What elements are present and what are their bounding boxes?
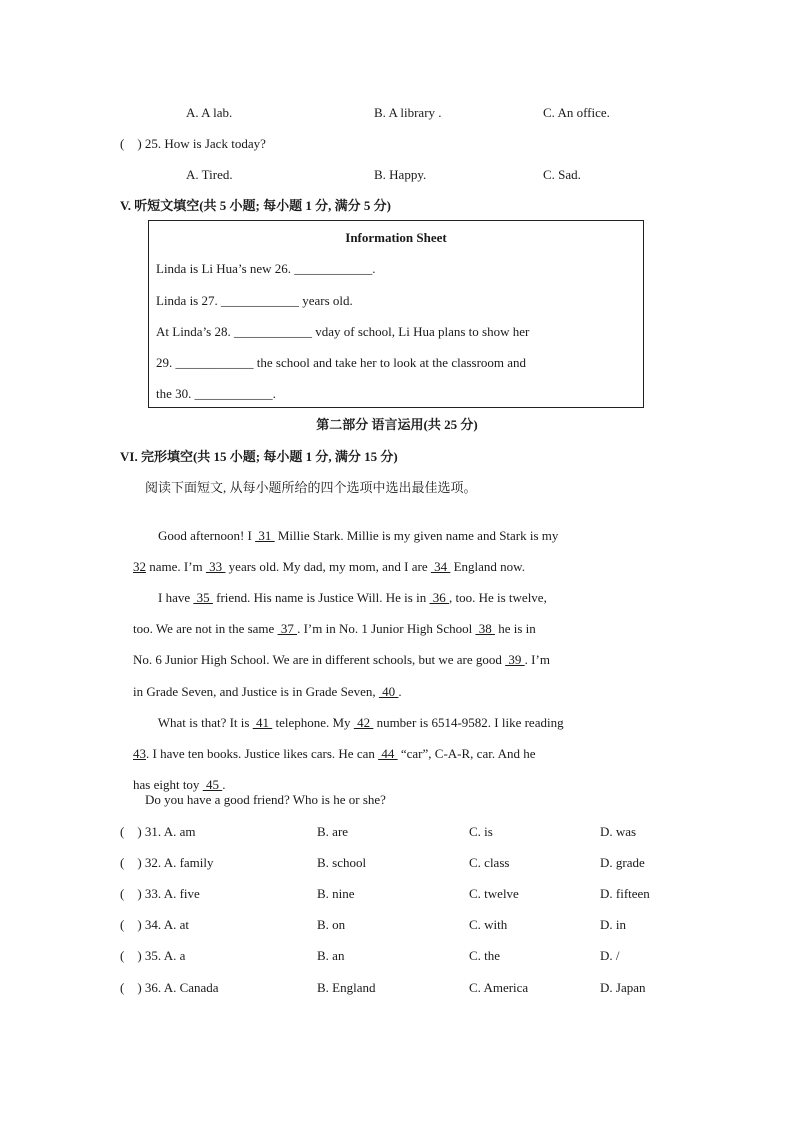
passage-line: in Grade Seven, and Justice is in Grade Seven, 40 .: [133, 684, 402, 699]
passage-line: 32 name. I’m 33 years old. My dad, my mom, and I are 34 England now.: [133, 559, 525, 574]
blank-31: 31: [255, 528, 275, 543]
option-35-b: B. an: [317, 948, 345, 963]
info-line-28: At Linda’s 28. ____________ vday of school, Li Hua plans to show her: [156, 324, 530, 339]
passage-line: What is that? It is 41 telephone. My 42 number is 6514-9582. I like reading: [157, 715, 564, 730]
info-line-26: Linda is Li Hua’s new 26. ____________.: [156, 261, 376, 276]
passage-line: 43. I have ten books. Justice likes cars. He can 44 “car”, C-A-R, car. And he: [133, 746, 536, 761]
option-35-c: C. the: [469, 948, 501, 963]
option-33-b: B. nine: [317, 886, 355, 901]
blank-33: 33: [205, 559, 226, 574]
option-32-c: C. class: [469, 855, 510, 870]
option-34-c: C. with: [469, 917, 508, 932]
blank-32: 32: [133, 559, 146, 574]
option-36-d: D. Japan: [600, 980, 646, 995]
passage-line: I have 35 friend. His name is Justice Will. He is in 36 , too. He is twelve,: [158, 590, 547, 605]
section-5-title: V. 听短文填空(共 5 小题; 每小题 1 分, 满分 5 分): [120, 198, 391, 213]
blank-44: 44: [378, 746, 398, 761]
option-31-c: C. is: [469, 824, 493, 839]
option-34-b: B. on: [317, 917, 346, 932]
option-33-c: C. twelve: [469, 886, 519, 901]
blank-42: 42: [353, 715, 374, 730]
information-sheet-box: [148, 220, 644, 408]
question-36: ( ) 36. A. Canada: [120, 980, 219, 995]
option-31-d: D. was: [600, 824, 637, 839]
option-31-b: B. are: [317, 824, 349, 839]
option-34-d: D. in: [600, 917, 626, 932]
question-34: ( ) 34. A. at: [120, 917, 189, 932]
info-line-30: the 30. ____________.: [156, 386, 276, 401]
blank-38: 38: [475, 621, 495, 636]
blank-43: 43: [133, 746, 146, 761]
info-line-29: 29. ____________ the school and take her to look at the classroom and: [156, 355, 527, 370]
question-33: ( ) 33. A. five: [120, 886, 200, 901]
question-25: ( ) 25. How is Jack today?: [120, 136, 266, 151]
blank-36: 36: [429, 590, 449, 605]
option-24-c: C. An office.: [543, 105, 610, 120]
blank-45: 45: [202, 777, 223, 792]
info-sheet-title: Information Sheet: [345, 230, 447, 245]
passage-line: Good afternoon! I 31 Millie Stark. Millie is my given name and Stark is my: [158, 528, 559, 543]
section-6-title: VI. 完形填空(共 15 小题; 每小题 1 分, 满分 15 分): [120, 449, 398, 464]
blank-34: 34: [430, 559, 451, 574]
blank-35: 35: [193, 590, 213, 605]
option-32-b: B. school: [317, 855, 367, 870]
blank-41: 41: [252, 715, 273, 730]
question-31: ( ) 31. A. am: [120, 824, 196, 839]
option-35-d: D. /: [600, 948, 620, 963]
info-line-27: Linda is 27. ____________ years old.: [156, 293, 353, 308]
question-35: ( ) 35. A. a: [120, 948, 186, 963]
passage-line: No. 6 Junior High School. We are in different schools, but we are good 39 . I’m: [133, 652, 550, 667]
passage-line: Do you have a good friend? Who is he or she?: [145, 792, 386, 807]
passage-line: too. We are not in the same 37 . I’m in No. 1 Junior High School 38 he is in: [133, 621, 536, 636]
option-25-a: A. Tired.: [186, 167, 233, 182]
option-36-c: C. America: [469, 980, 529, 995]
passage-line: has eight toy 45 .: [133, 777, 226, 792]
question-32: ( ) 32. A. family: [120, 855, 214, 870]
blank-40: 40: [378, 684, 399, 699]
option-24-b: B. A library .: [374, 105, 442, 120]
option-24-a: A. A lab.: [186, 105, 233, 120]
part-2-title: 第二部分 语言运用(共 25 分): [316, 417, 478, 432]
blank-37: 37: [277, 621, 298, 636]
section-6-instruction: 阅读下面短文, 从每小题所给的四个选项中选出最佳选项。: [145, 480, 477, 495]
option-32-d: D. grade: [600, 855, 645, 870]
option-36-b: B. England: [317, 980, 376, 995]
blank-39: 39: [505, 652, 525, 667]
option-25-c: C. Sad.: [543, 167, 581, 182]
option-33-d: D. fifteen: [600, 886, 650, 901]
option-25-b: B. Happy.: [374, 167, 427, 182]
